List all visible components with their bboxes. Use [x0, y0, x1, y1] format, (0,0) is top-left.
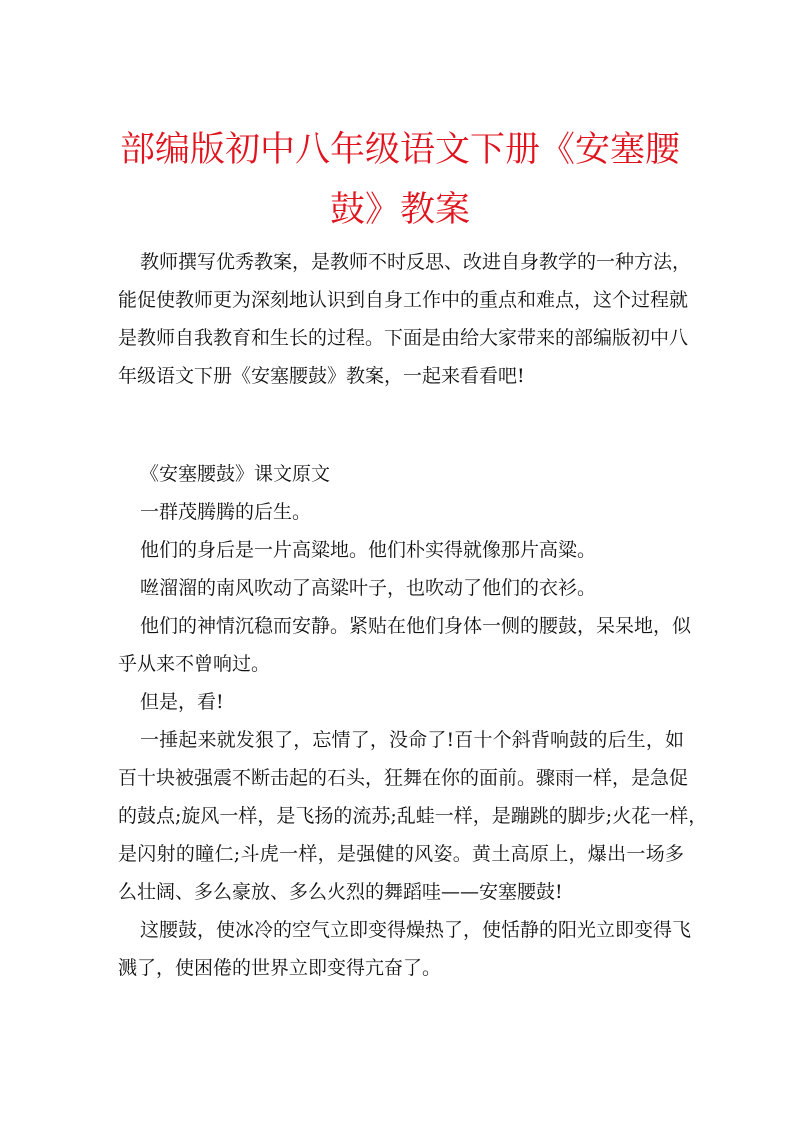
section-heading: 《安塞腰鼓》课文原文 — [140, 463, 331, 485]
text-line: 他们的身后是一片高粱地。他们朴实得就像那片高粱。 — [140, 539, 597, 561]
text-line: 他们的神情沉稳而安静。紧贴在他们身体一侧的腰鼓，呆呆地，似 — [140, 615, 692, 637]
paragraph — [118, 531, 684, 569]
text-line: 是闪射的瞳仁;斗虎一样，是强健的风姿。黄土高原上，爆出一场多 — [118, 843, 684, 865]
paragraph — [118, 911, 692, 987]
text-line: 这腰鼓，使冰冷的空气立即变得燥热了，使恬静的阳光立即变得飞 — [140, 919, 692, 941]
text-line: 溅了，使困倦的世界立即变得亢奋了。 — [118, 957, 442, 979]
text-line: 一群茂腾腾的后生。 — [140, 501, 312, 523]
text-line: 么壮阔、多么豪放、多么火烈的舞蹈哇——安塞腰鼓! — [118, 881, 563, 903]
text-line: 的鼓点;旋风一样，是飞扬的流苏;乱蛙一样，是蹦跳的脚步;火花一样， — [118, 805, 708, 827]
paragraph — [118, 607, 692, 683]
document-body — [118, 243, 708, 987]
paragraph — [118, 683, 684, 721]
paragraph — [118, 493, 684, 531]
paragraph — [118, 569, 684, 607]
paragraph — [118, 721, 708, 911]
text-line: 但是，看! — [140, 691, 224, 713]
text-line: 是教师自我教育和生长的过程。下面是由给大家带来的部编版初中八 — [118, 327, 689, 349]
text-line: 乎从来不曾响过。 — [118, 653, 271, 675]
text-line: 教师撰写优秀教案，是教师不时反思、改进自身教学的一种方法， — [140, 251, 692, 273]
text-line: 百十块被强震不断击起的石头，狂舞在你的面前。骤雨一样，是急促 — [118, 767, 689, 789]
text-line: 一捶起来就发狠了，忘情了，没命了!百十个斜背响鼓的后生，如 — [140, 729, 684, 751]
document-title — [0, 120, 800, 240]
text-line: 年级语文下册《安塞腰鼓》教案，一起来看看吧! — [118, 365, 525, 387]
text-line: 咝溜溜的南风吹动了高粱叶子，也吹动了他们的衣衫。 — [140, 577, 597, 599]
text-line: 能促使教师更为深刻地认识到自身工作中的重点和难点，这个过程就 — [118, 289, 689, 311]
title-line: 部编版初中八年级语文下册《安塞腰 — [119, 130, 680, 170]
intro-paragraph — [118, 243, 692, 395]
title-line: 鼓》教案 — [329, 190, 470, 230]
